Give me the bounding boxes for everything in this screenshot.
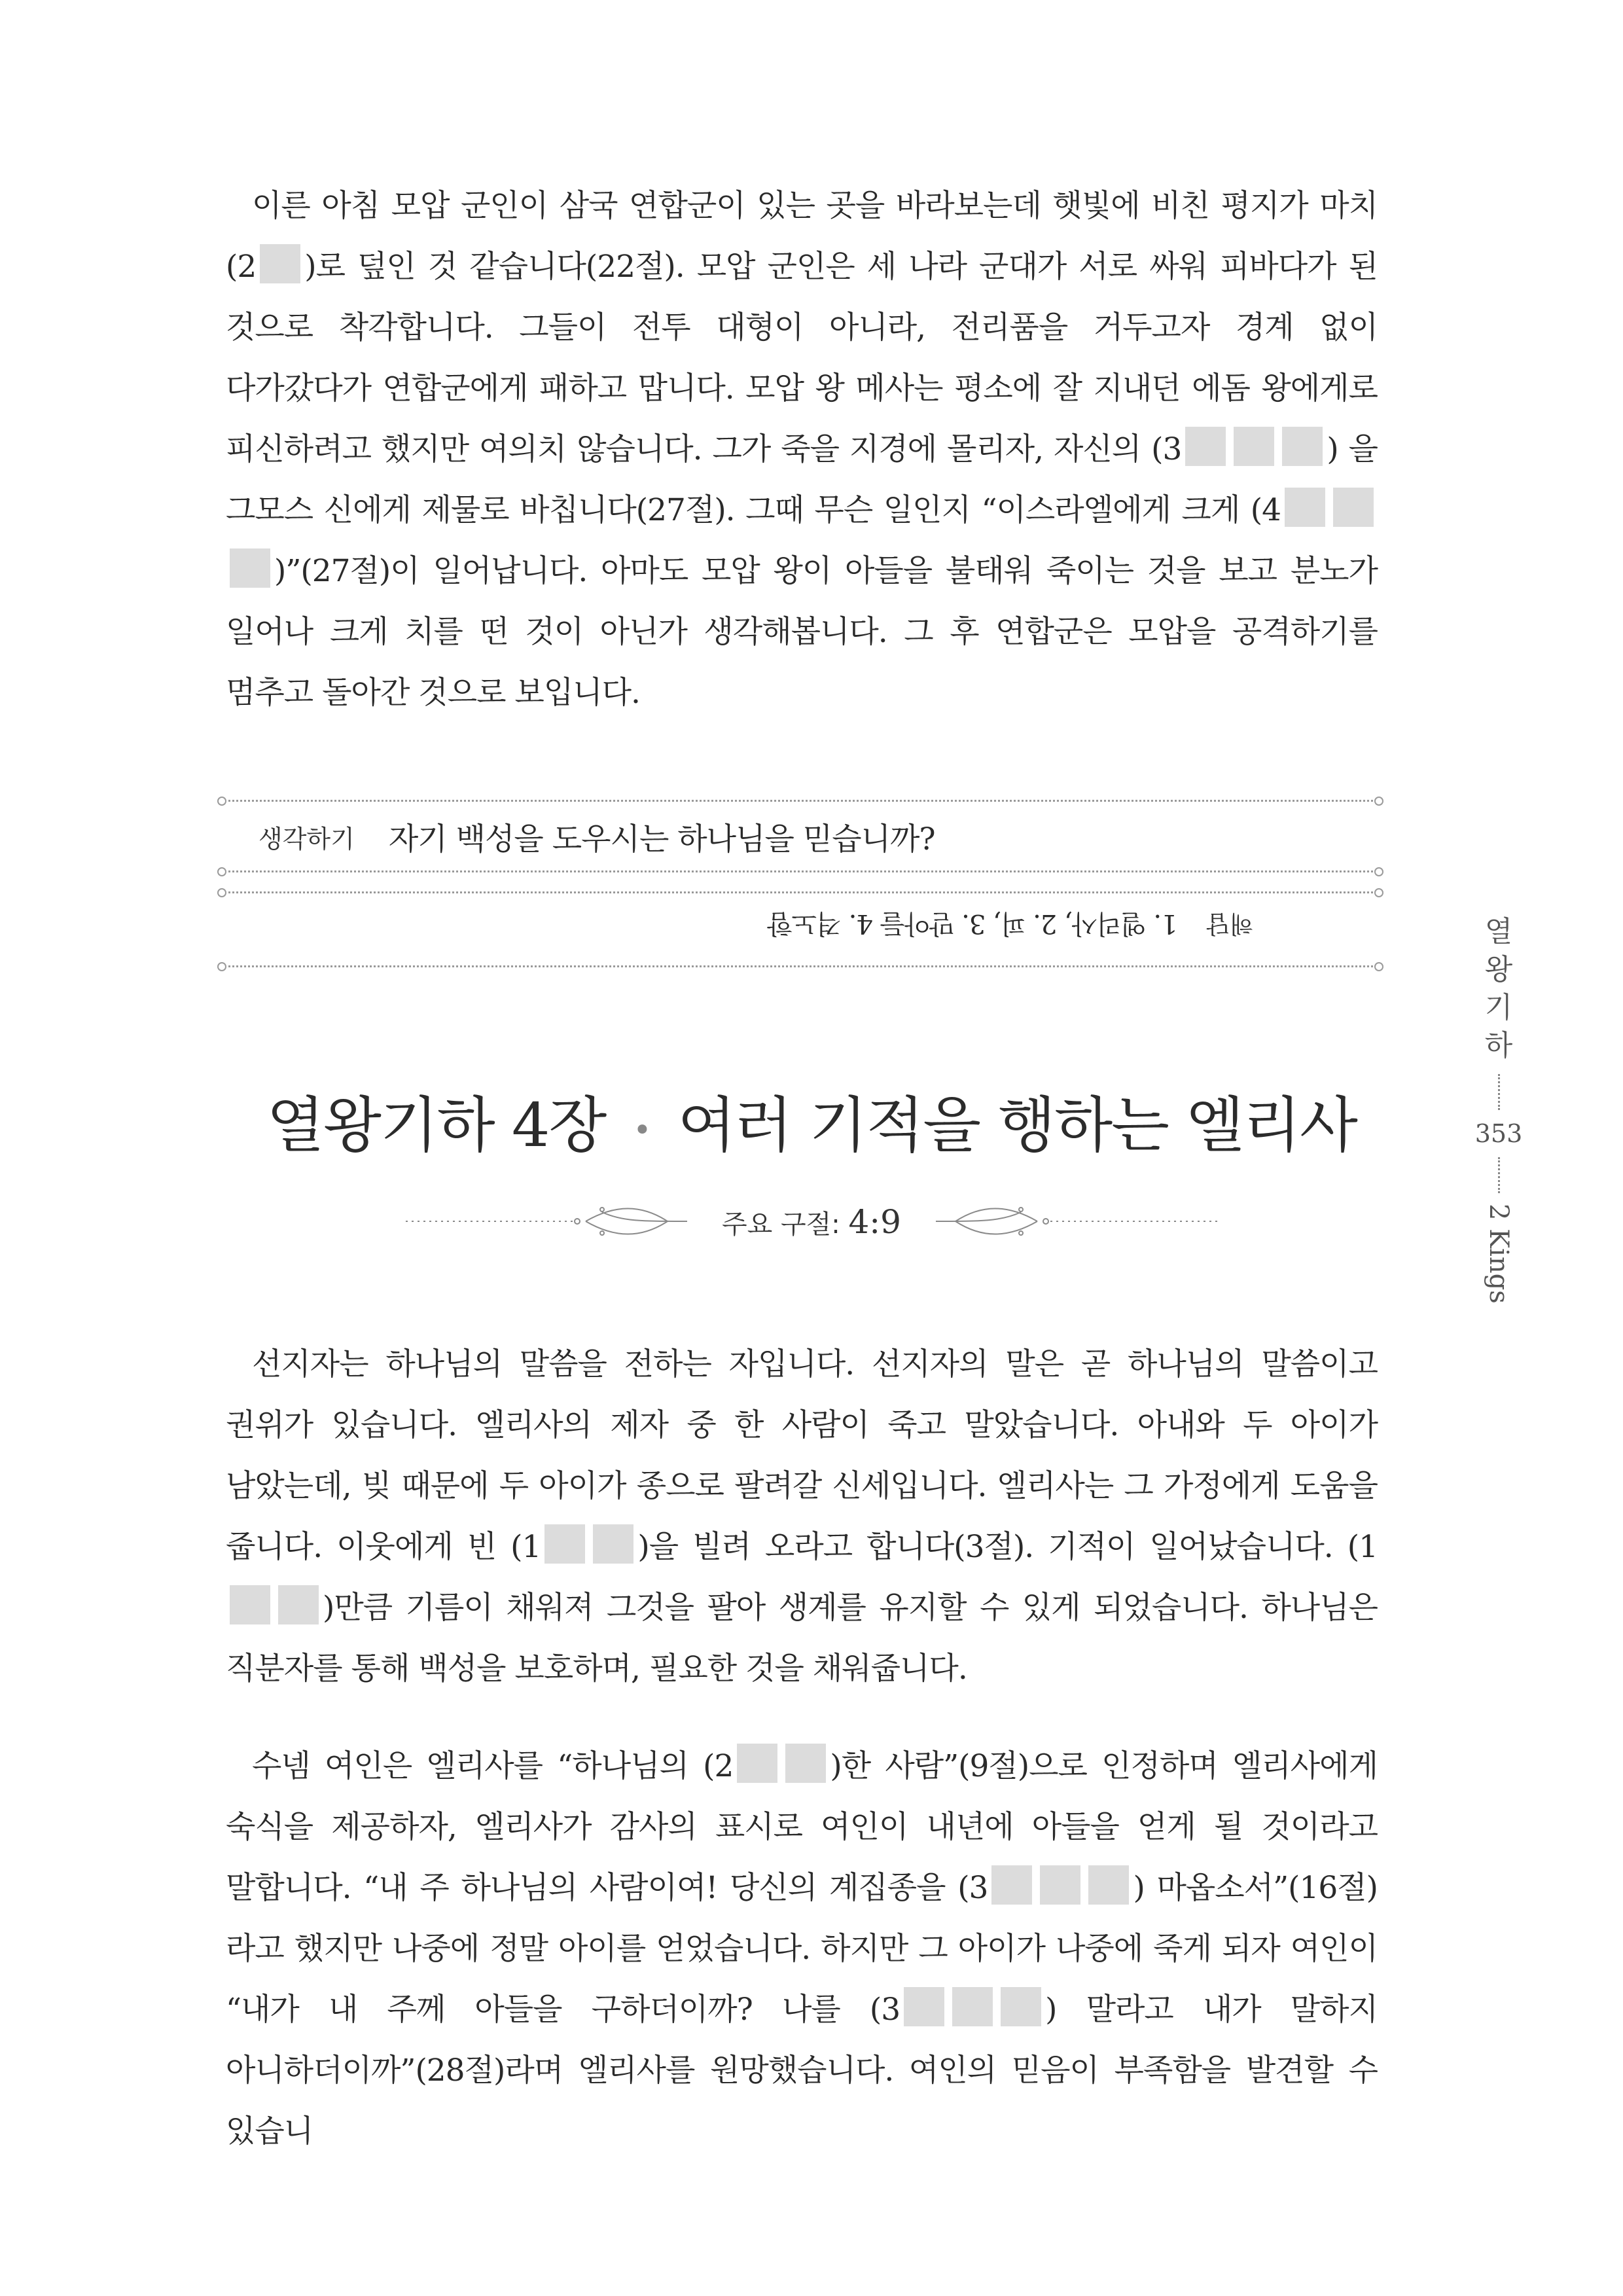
paragraph-prophet: 선지자는 하나님의 말씀을 전하는 자입니다. 선지자의 말은 곧 하나님의 말씀이고 권위가 있습니다. 엘리사의 제자 중 한 사람이 죽고 말았습니다. 아내와 두 아이가 남았는데, 빚 때문에 두 아이가 종으로 팔려갈 신세입니다. 엘리사는 그 가정에게 도움을 줍니다. 이웃에게 빈 (1 )을 빌려 오라고 합니다(3절). 기적이 일어났습니다. (1)만큼 기름이 채워져 그것을 팔아 생계를 유지할 수 있게 되었습니다. 하나님은 직분자를 통해 백성을 보호하며, 필요한 것을 채워줍니다. xyxy=(226,1346,1378,1687)
answer-label: 해답 xyxy=(1206,910,1253,938)
divider-middle-2 xyxy=(224,891,1377,893)
fill-blank xyxy=(785,1744,826,1783)
fill-blank xyxy=(1185,427,1226,466)
fill-blank xyxy=(952,1987,993,2026)
fill-blank xyxy=(904,1987,944,2026)
paragraph-moab: 이른 아침 모압 군인이 삼국 연합군이 있는 곳을 바라보는데 햇빛에 비친 평지가 마치 (2 )로 덮인 것 같습니다(22절). 모압 군인은 세 나라 군대가 서로 싸워 피바다가 된 것으로 착각합니다. 그들이 전투 대형이 아니라, 전리품을 거두고자 경계 없이 다가갔다가 연합군에게 패하고 맙니다. 모압 왕 메사는 평소에 잘 지내던 에돔 왕에게로 피신하려고 했지만 여의치 않습니다. 그가 죽을 지경에 몰리자, 자신의 (3 ) 을 그모스 신에게 제물로 바칩니다(27절). 그때 무슨 일인지 “이스라엘에게 크게 (4)”(27절)이 일어납니다. 아마도 모압 왕이 아들을 불태워 죽이는 것을 보고 분노가 일어나 크게 치를 떤 것이 아닌가 생각해봅니다. 그 후 연합군은 모압을 공격하기를 멈추고 돌아간 것으로 보입니다. xyxy=(226,188,1378,711)
fill-blank xyxy=(737,1744,777,1783)
fill-blank xyxy=(991,1865,1032,1905)
fill-blank xyxy=(544,1524,585,1564)
side-book-title: 열왕기하 xyxy=(1484,915,1513,1062)
paragraph-shunammite: 수넴 여인은 엘리사를 “하나님의 (2 )한 사람”(9절)으로 인정하며 엘리사에게 숙식을 제공하자, 엘리사가 감사의 표시로 여인이 내년에 아들을 얻게 될 것이라고 말합니다. “내 주 하나님의 사람이여! 당신의 계집종을 (3 ) 마옵소서”(16절)라고 했지만 나중에 정말 아이를 얻었습니다. 하지만 그 아이가 나중에 죽게 되자 여인이 “내가 내 주께 아들을 구하더이까? 나를 (3 ) 말라고 내가 말하지 아니하더이까”(28절)라며 엘리사를 원망했습니다. 여인의 믿음이 부족함을 발견할 수 있습니 xyxy=(226,1736,1378,2162)
fill-blank xyxy=(1333,488,1374,527)
key-verse-label: 주요 구절: xyxy=(722,1210,840,1240)
fill-blank xyxy=(260,244,300,283)
fill-blank xyxy=(1040,1865,1080,1905)
reflection-text: 자기 백성을 도우시는 하나님을 믿습니까? xyxy=(388,821,935,857)
page-number: 353 xyxy=(1474,1119,1523,1148)
side-divider xyxy=(1498,1157,1500,1193)
fill-blank xyxy=(1285,488,1325,527)
fill-blank xyxy=(1234,427,1274,466)
answer-text: 1. 엘리사, 2. 피, 3. 맏아들 4. 격노함 xyxy=(768,908,1178,939)
fill-blank xyxy=(1088,1865,1129,1905)
answer-key-upside-down xyxy=(730,900,1253,952)
fill-blank xyxy=(230,548,270,588)
key-verse-ref: 4:9 xyxy=(848,1203,901,1241)
side-tab xyxy=(1472,913,1525,1304)
separator-dot: • xyxy=(633,1112,651,1149)
reflection-question xyxy=(259,810,935,863)
key-verse-banner xyxy=(406,1198,1217,1244)
divider-top xyxy=(224,800,1377,802)
side-divider xyxy=(1498,1074,1500,1110)
fill-blank xyxy=(1282,427,1323,466)
reflection-label: 생각하기 xyxy=(259,824,355,853)
chapter-title: 열왕기하 4장 • 여러 기적을 행하는 엘리사 xyxy=(266,1090,1357,1160)
side-book-en: 2 Kings xyxy=(1484,1204,1514,1304)
fill-blank xyxy=(230,1585,270,1624)
fill-blank xyxy=(1001,1987,1041,2026)
fill-blank xyxy=(593,1524,633,1564)
divider-bottom xyxy=(224,965,1377,967)
fill-blank xyxy=(278,1585,319,1624)
divider-middle xyxy=(224,870,1377,872)
